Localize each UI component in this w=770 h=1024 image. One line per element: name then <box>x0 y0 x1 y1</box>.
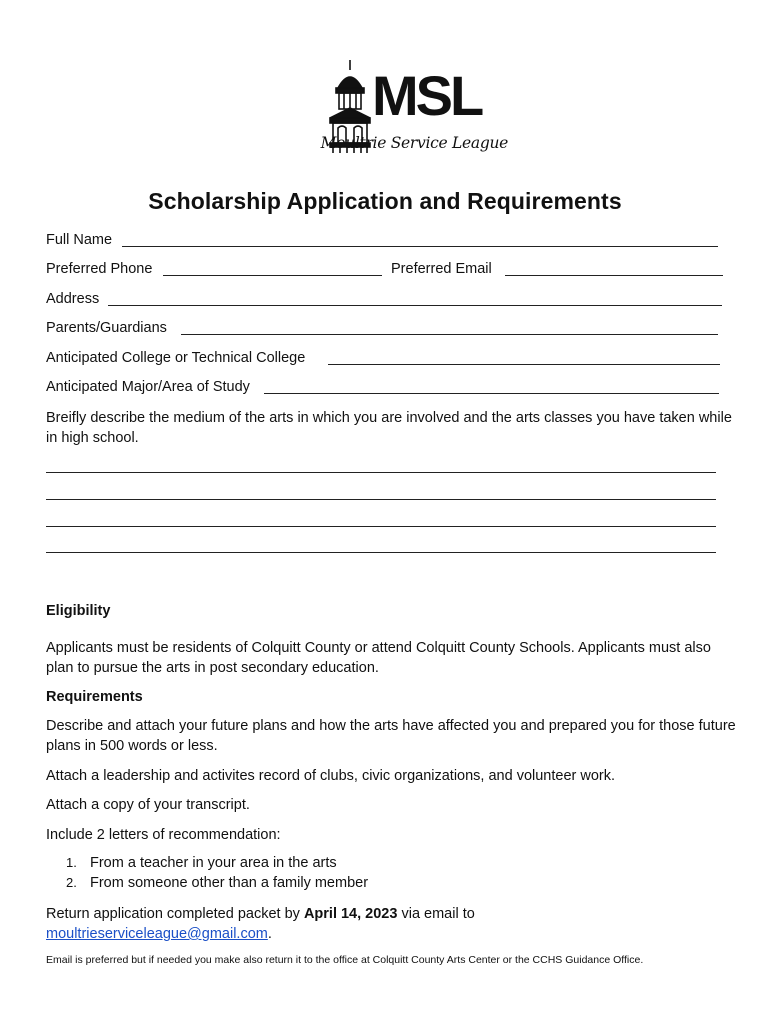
return-period: . <box>267 926 272 942</box>
requirement-item: Describe and attach your future plans and how the arts have affected you and prepared you for those future plans in 500 words or less. <box>46 718 736 754</box>
major-label: Anticipated Major/Area of Study <box>46 379 250 395</box>
full-name-field[interactable] <box>122 246 718 247</box>
major-field[interactable] <box>264 393 719 394</box>
preferred-email-field[interactable] <box>505 275 723 276</box>
logo-initials: MSL <box>372 64 482 127</box>
answer-line[interactable] <box>46 499 716 500</box>
return-prefix: Return application completed packet by <box>46 906 304 922</box>
college-label: Anticipated College or Technical College <box>46 350 306 366</box>
full-name-label: Full Name <box>46 232 113 248</box>
return-instructions <box>46 904 736 944</box>
list-item <box>66 853 337 873</box>
address-field[interactable] <box>108 305 722 306</box>
parents-label: Parents/Guardians <box>46 320 167 336</box>
eligibility-heading: Eligibility <box>46 603 111 619</box>
college-field[interactable] <box>328 364 720 365</box>
page-title: Scholarship Application and Requirements <box>148 188 622 214</box>
answer-line[interactable] <box>46 472 716 473</box>
return-deadline: April 14, 2023 <box>303 906 398 922</box>
msl-logo <box>300 58 510 168</box>
preferred-email-label: Preferred Email <box>391 261 492 277</box>
requirement-item: Attach a leadership and activites record of clubs, civic organizations, and volunteer work. <box>46 768 616 784</box>
preferred-phone-label: Preferred Phone <box>46 261 153 277</box>
requirement-item: Include 2 letters of recommendation: <box>46 827 281 843</box>
answer-line[interactable] <box>46 552 716 553</box>
parents-field[interactable] <box>181 334 718 335</box>
list-number: 2. <box>66 875 77 890</box>
preferred-phone-field[interactable] <box>163 275 382 276</box>
email-link[interactable]: moultrieserviceleague@gmail.com <box>46 926 268 942</box>
requirement-item: Attach a copy of your transcript. <box>46 797 250 813</box>
list-text: From someone other than a family member <box>90 875 369 891</box>
answer-line[interactable] <box>46 526 716 527</box>
list-item <box>66 873 368 893</box>
eligibility-text: Applicants must be residents of Colquitt County or attend Colquitt County Schools. Applicants must also plan to pursue the arts in post secondary education. <box>46 640 711 676</box>
address-label: Address <box>46 291 100 307</box>
requirements-heading: Requirements <box>46 689 143 705</box>
footnote: Email is preferred but if needed you make also return it to the office at Colquitt County Arts Center or the CCHS Guidance Office. <box>46 954 644 966</box>
list-text: From a teacher in your area in the arts <box>90 855 337 871</box>
logo-script-name: Moultrie Service League <box>320 134 508 152</box>
list-number: 1. <box>66 855 77 870</box>
return-suffix: via email to <box>397 906 475 922</box>
describe-prompt: Breifly describe the medium of the arts in which you are involved and the arts classes you have taken while in high school. <box>46 410 732 446</box>
